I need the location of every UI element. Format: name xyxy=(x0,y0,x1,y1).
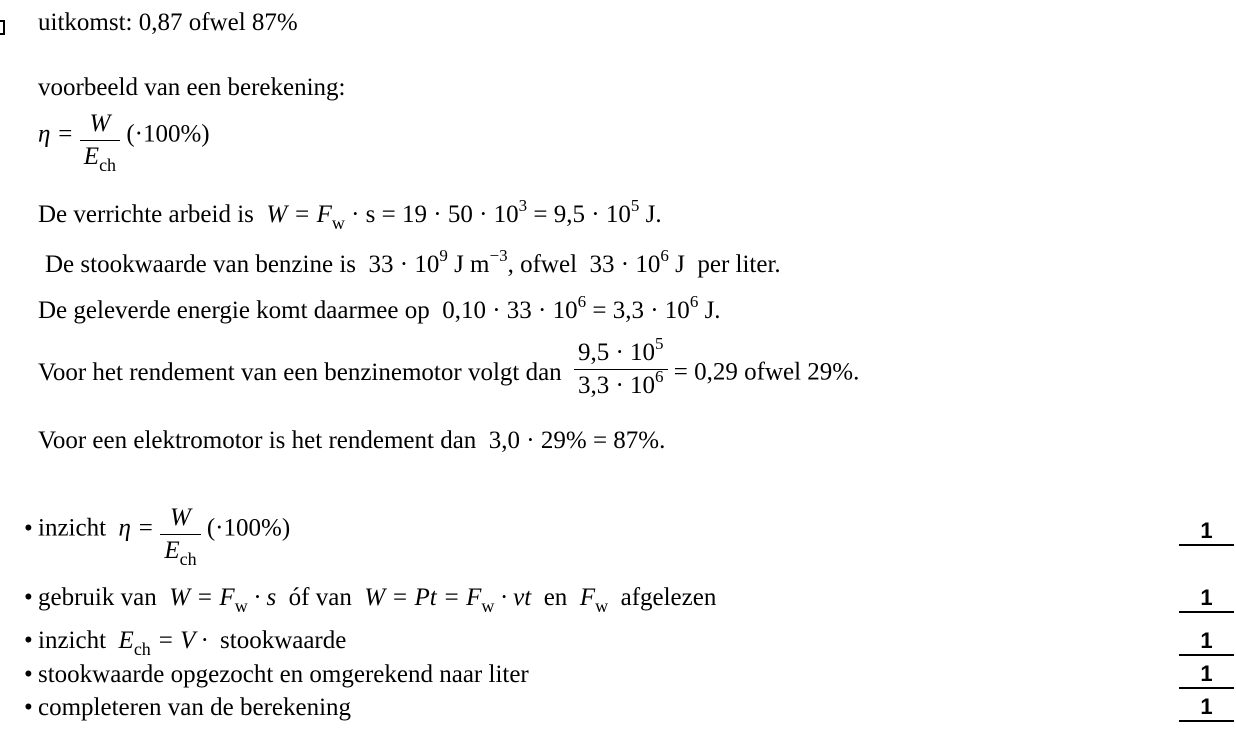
work-eq-d: J. xyxy=(639,201,662,228)
criterion-3: • inzicht $E_{ch} = V$ · stookwaarde xyxy=(24,627,347,659)
efficiency-num: 9,5 · 10 xyxy=(577,339,656,366)
example-line-fuel xyxy=(45,246,781,278)
fuel-val2-sup: 6 xyxy=(660,246,669,265)
criterion-2-f2: W = Pt = F xyxy=(364,584,482,611)
efficiency-den-sup: 6 xyxy=(655,366,664,386)
formula-lhs: η = xyxy=(38,120,74,148)
answer-line xyxy=(0,10,400,40)
work-eq-c: = 9,5 · 10 xyxy=(527,201,631,228)
example-line-efficiency xyxy=(38,334,860,404)
criterion-1-score: 1 xyxy=(1179,520,1234,546)
criterion-3-rest: = V · xyxy=(150,627,208,654)
criterion-2-f1-sub: w xyxy=(234,596,248,616)
criterion-2-b: óf van xyxy=(288,584,352,611)
criterion-2: • gebruik van $W = F_w \cdot s$ óf van $W = Pt = F_w$ · vt en $F_w$ afgelezen xyxy=(24,584,717,616)
efficiency-result: = 0,29 ofwel 29%. xyxy=(673,358,860,386)
fuel-val1-sup: 9 xyxy=(439,246,448,265)
formula-denominator-sub: ch xyxy=(99,154,117,175)
criterion-3-end: stookwaarde xyxy=(220,627,347,654)
outcome-label: uitkomst: xyxy=(38,9,133,36)
criterion-2-f2-end: · vt xyxy=(494,584,532,611)
criterion-1-suffix: (·100%) xyxy=(206,514,291,542)
criterion-2-a: gebruik van xyxy=(38,584,157,611)
fuel-mid: , ofwel xyxy=(507,251,578,278)
criterion-1-fraction xyxy=(160,504,200,569)
work-eq-b-sup: 3 xyxy=(518,196,528,215)
fuel-unit2: J xyxy=(668,251,685,278)
work-eq-a-sub: w xyxy=(331,213,345,233)
criterion-4-text: stookwaarde opgezocht en omgerekend naar liter xyxy=(38,661,529,688)
criterion-1: • inzicht η = $\frac{W}{E_{ch}}$ (·100%) xyxy=(24,504,291,569)
efficiency-text: Voor het rendement van een benzinemotor volgt dan xyxy=(38,358,562,386)
energy-expr: 0,10 · 33 · 10 xyxy=(442,297,578,324)
fuel-unit1: J m xyxy=(447,251,490,278)
work-eq-a: W = F xyxy=(266,201,332,228)
criterion-2-f1: W = F xyxy=(169,584,235,611)
energy-eq: = 3,3 · 10 xyxy=(586,297,690,324)
criterion-5: • completeren van de berekening xyxy=(24,694,352,721)
outcome-value: 0,87 ofwel 87% xyxy=(138,9,298,36)
energy-expr-sup: 6 xyxy=(577,292,587,311)
fuel-val2: 33 · 10 xyxy=(589,251,661,278)
fuel-unit1-sup: −3 xyxy=(489,246,508,265)
criterion-2-f3-sub: w xyxy=(595,596,609,616)
criterion-1-denominator: E xyxy=(164,536,180,564)
fuel-val1: 33 · 10 xyxy=(368,251,440,278)
criterion-3-prefix: inzicht xyxy=(38,627,107,654)
criterion-1-denominator-sub: ch xyxy=(179,548,197,569)
example-line-work xyxy=(38,196,662,233)
criterion-5-text: completeren van de berekening xyxy=(38,694,352,721)
efficiency-den: 3,3 · 10 xyxy=(577,371,656,399)
electric-text: Voor een elektromotor is het rendement dan xyxy=(38,427,477,454)
criterion-5-score: 1 xyxy=(1179,696,1234,722)
criterion-2-c: en xyxy=(543,584,568,611)
criterion-4: • stookwaarde opgezocht en omgerekend naar liter xyxy=(24,661,529,688)
formula-denominator: E xyxy=(83,142,100,170)
criterion-1-numerator: W xyxy=(170,504,191,531)
criterion-3-sub: ch xyxy=(133,639,151,659)
energy-text: De geleverde energie komt daarmee op xyxy=(38,297,430,324)
example-line-electric xyxy=(38,428,665,453)
criterion-1-lhs: η = xyxy=(118,514,155,542)
criterion-3-main: E xyxy=(118,627,134,654)
efficiency-num-sup: 5 xyxy=(655,334,664,353)
checkbox-icon xyxy=(0,20,5,35)
work-eq-c-sup: 5 xyxy=(630,196,640,215)
electric-expr: 3,0 · 29% = 87%. xyxy=(488,427,666,454)
fraction-bar xyxy=(574,369,668,370)
criterion-2-score: 1 xyxy=(1179,587,1234,613)
example-intro: voorbeeld van een berekening: xyxy=(38,74,346,101)
criterion-1-prefix: inzicht xyxy=(38,514,107,542)
fraction-bar xyxy=(80,140,120,141)
energy-eq-sup: 6 xyxy=(689,292,699,311)
criterion-2-f1-end: · s xyxy=(247,584,277,611)
criterion-2-f2-sub: w xyxy=(481,596,495,616)
energy-end: J. xyxy=(698,297,721,324)
efficiency-formula xyxy=(38,106,210,175)
efficiency-fraction xyxy=(574,334,668,399)
criterion-4-score: 1 xyxy=(1179,663,1234,689)
formula-numerator: W xyxy=(89,110,111,137)
fraction-bar xyxy=(160,534,200,535)
work-eq-b: · s = 19 · 50 · 10 xyxy=(344,201,519,228)
example-line-energy xyxy=(38,292,721,324)
fuel-text: De stookwaarde van benzine is xyxy=(45,251,356,278)
work-text: De verrichte arbeid is xyxy=(38,201,254,228)
criterion-2-d: afgelezen xyxy=(620,584,717,611)
fuel-end: per liter. xyxy=(697,251,781,278)
formula-suffix: (·100%) xyxy=(126,120,210,148)
formula-fraction xyxy=(80,110,120,175)
criterion-2-f3: F xyxy=(579,584,596,611)
criterion-3-score: 1 xyxy=(1179,630,1234,656)
